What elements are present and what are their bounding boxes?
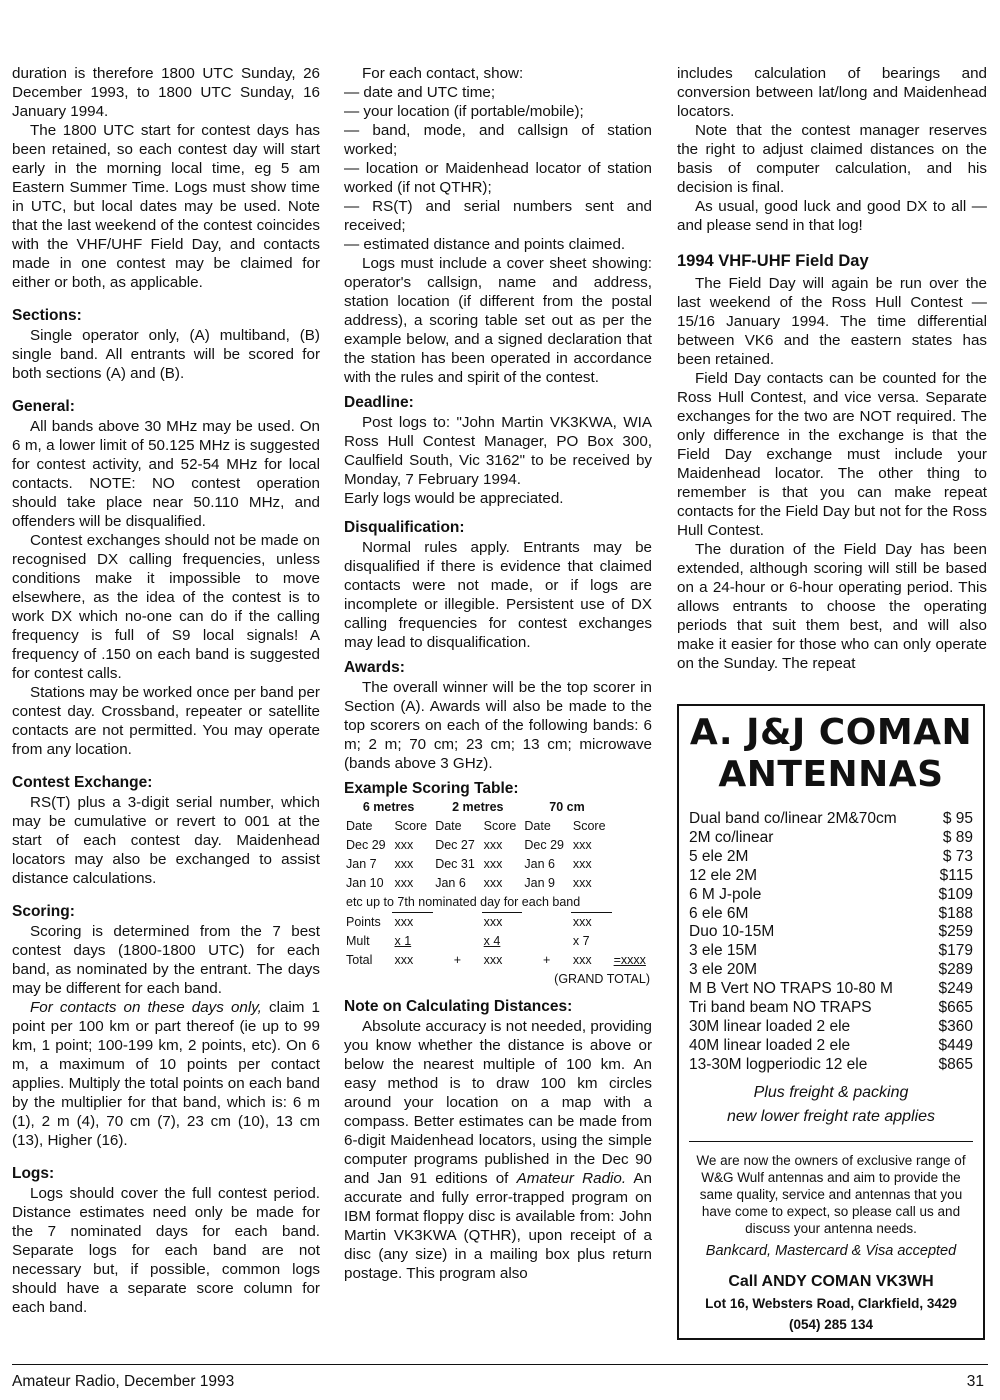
price-row xyxy=(689,999,973,1018)
table-row xyxy=(344,836,652,855)
row-label: Mult xyxy=(346,934,370,948)
phone-line: (054) 285 134 xyxy=(788,1316,874,1332)
table-cell: x 7 xyxy=(572,934,590,948)
table-cell: xxx xyxy=(483,876,503,890)
table-cell: xxx xyxy=(483,838,503,852)
paragraph: Early logs would be appreciated. xyxy=(344,490,564,507)
list-item: — band, mode, and callsign of station worked; xyxy=(344,122,652,158)
product-price: $865 xyxy=(938,1055,973,1073)
heading-example-scoring-table: Example Scoring Table: xyxy=(344,780,519,797)
band-header: 2 metres xyxy=(452,800,504,814)
band-header: 6 metres xyxy=(362,800,415,814)
product-name: 6 ele 6M xyxy=(689,904,749,922)
product-price: $449 xyxy=(938,1036,973,1054)
paragraph: includes calculation of bearings and conversion between lat/long and Maidenhead locators. xyxy=(677,65,987,120)
owners-note: We are now the owners of exclusive range of W&G Wulf antennas and aim to provide the same quality, service and antennas that you have come to expect, so please call us and discuss your antenna needs. xyxy=(689,1141,973,1237)
price-row xyxy=(689,1056,973,1075)
price-row xyxy=(689,867,973,886)
paragraph: The 1800 UTC start for contest days has been retained, so each contest day will start early in the morning local time, eg 5 am Eastern Summer Time. Logs must show time in UTC, but local dates may be used. Note that the last weekend of the contest coincides with the VHF/UHF Field Day, and contacts made in one contest may be claimed for either or both, as applicable. xyxy=(12,122,320,291)
table-cell: xxx xyxy=(394,857,414,871)
table-cell: xxx xyxy=(572,876,592,890)
freight-note: new lower freight rate applies xyxy=(726,1107,936,1125)
product-price: $289 xyxy=(938,961,973,979)
product-name: Duo 10-15M xyxy=(689,923,775,941)
table-cell: xxx xyxy=(482,913,523,933)
paragraph: Logs must include a cover sheet showing: operator's callsign, name and address, station location (if different from the postal address), a scoring table set out as per the example below, and a signed declaration that the station has been operated in accordance with the rules and spirit of the contest. xyxy=(344,255,652,386)
heading-scoring: Scoring: xyxy=(12,903,75,920)
product-price: $ 89 xyxy=(942,828,973,846)
product-name: 3 ele 20M xyxy=(689,961,758,979)
paragraph-text: An accurate and fully error-trapped program on IBM format floppy disc is available from: John Martin VK3KWA (QTHR), upon receipt of a disc (any size) in a mailing box plus return postage. This program also xyxy=(344,1170,652,1282)
heading-awards: Awards: xyxy=(344,659,405,676)
product-price: $360 xyxy=(938,1017,973,1035)
list-item: — location or Maidenhead locator of station worked (if not QTHR); xyxy=(344,160,652,196)
table-cell: =xxxx xyxy=(613,953,646,967)
list-item: — your location (if portable/mobile); xyxy=(344,103,584,120)
heading-note-distances: Note on Calculating Distances: xyxy=(344,998,573,1015)
table-cell: Dec 27 xyxy=(435,838,475,852)
table-cell: Jan 7 xyxy=(346,857,377,871)
table-cell: Jan 9 xyxy=(524,876,555,890)
paragraph: The overall winner will be the top scorer in Section (A). Awards will also be made to the top scorers on each of the following bands: 6 m; 2 m; 70 cm; 23 cm; 13 cm; microwave (bands above 3 GHz). xyxy=(344,679,652,772)
table-cell: xxx xyxy=(483,953,503,967)
product-name: Dual band co/linear 2M&70cm xyxy=(689,810,897,827)
table-cell: xxx xyxy=(394,838,414,852)
price-row xyxy=(689,810,973,829)
column-header: Score xyxy=(572,819,606,833)
paragraph: duration is therefore 1800 UTC Sunday, 26 December 1993, to 1800 UTC Sunday, 16 January 1994. xyxy=(12,65,320,120)
column-header: Date xyxy=(346,819,373,833)
table-cell: xxx xyxy=(572,838,592,852)
list-item: — date and UTC time; xyxy=(344,84,496,101)
paragraph: As usual, good luck and good DX to all — and please send in that log! xyxy=(677,198,987,234)
product-name: 12 ele 2M xyxy=(689,866,758,884)
paragraph: Scoring is determined from the 7 best contest days (1800-1800 UTC) for each band, as nominated by the entrant. The days may be different for each band. xyxy=(12,923,320,997)
row-label: Points xyxy=(346,914,381,929)
list-item: — estimated distance and points claimed. xyxy=(344,236,626,253)
price-row xyxy=(689,1018,973,1037)
table-cell: xxx xyxy=(394,953,414,967)
heading-disqualification: Disqualification: xyxy=(344,519,465,536)
paragraph: Logs should cover the full contest period. Distance estimates need only be made for the 7 nominated days for each band. Separate logs for each band are not necessary but, if possible, common logs should have a separate score column for each band. xyxy=(12,1185,320,1316)
table-cell: Dec 29 xyxy=(346,838,386,852)
heading-logs: Logs: xyxy=(12,1165,55,1182)
price-row xyxy=(689,980,973,999)
product-price: $259 xyxy=(938,923,973,941)
paragraph xyxy=(12,998,320,1150)
table-row xyxy=(344,874,652,893)
paragraph: Note that the contest manager reserves the right to adjust claimed distances on the basis of computer calculation, and his decision is final. xyxy=(677,122,987,196)
table-cell: Jan 10 xyxy=(346,876,384,890)
paragraph: Field Day contacts can be counted for the Ross Hull Contest, and vice versa. Separate exchanges for the two are NOT required. The only difference in the exchange is that the Field Day exchange must include your Maidenhead locator. The other thing to remember is that you can make repeat contacts for the Field Day but not for the Ross Hull Contest. xyxy=(677,370,987,539)
product-price: $188 xyxy=(938,904,973,922)
table-cell: Jan 6 xyxy=(435,876,466,890)
price-row xyxy=(689,961,973,980)
table-cell: Jan 6 xyxy=(524,857,555,871)
table-cell: Dec 31 xyxy=(435,857,475,871)
paragraph: Normal rules apply. Entrants may be disqualified if there is evidence that claimed contacts were not made, or if logs are incomplete or illegible. Persistent use of DX calling frequencies for contest exchanges may lead to disqualification. xyxy=(344,539,652,651)
footer-divider xyxy=(12,1364,988,1365)
product-name: 30M linear loaded 2 ele xyxy=(689,1017,851,1035)
paragraph: All bands above 30 MHz may be used. On 6 m, a lower limit of 50.125 MHz is suggested for contest activity, and 52-54 MHz for local contacts. NOTE: NO contest operation should take place near 50.110 MHz, and offenders will be disqualified. xyxy=(12,418,320,530)
product-price: $179 xyxy=(938,942,973,960)
product-price: $115 xyxy=(939,866,973,884)
list-item: — RS(T) and serial numbers sent and received; xyxy=(344,198,652,234)
paragraph: The Field Day will again be run over the last weekend of the Ross Hull Contest — 15/16 January 1994. The time differential between VK6 and the eastern states has been retained. xyxy=(677,275,987,368)
product-price: $665 xyxy=(938,999,973,1017)
table-cell: xxx xyxy=(483,857,503,871)
table-cell: x 4 xyxy=(483,934,501,948)
plus-sign: + xyxy=(542,953,551,967)
column-header: Date xyxy=(524,819,551,833)
row-label: Total xyxy=(346,953,373,967)
footer-publication: Amateur Radio, December 1993 xyxy=(12,1373,235,1390)
product-price: $249 xyxy=(938,980,973,998)
column-2 xyxy=(344,64,652,1283)
grand-total-label: (GRAND TOTAL) xyxy=(554,972,650,986)
table-row xyxy=(344,932,652,951)
table-cell: x 1 xyxy=(394,934,412,948)
cards-accepted: Bankcard, Mastercard & Visa accepted xyxy=(705,1242,957,1259)
paragraph: Contest exchanges should not be made on recognised DX calling frequencies, unless conditions make it impossible to move elsewhere, as the idea of the contest is to work DX which no-one can do if the calling frequency is full of S9 local signals! A frequency of .150 on each band is suggested for contest calls. xyxy=(12,532,320,682)
column-header: Score xyxy=(394,819,428,833)
heading-deadline: Deadline: xyxy=(344,394,414,411)
column-3 xyxy=(677,64,987,673)
price-row xyxy=(689,923,973,942)
price-row xyxy=(689,886,973,905)
table-cell: xxx xyxy=(572,953,592,967)
page-number: 31 xyxy=(966,1373,984,1390)
heading-field-day: 1994 VHF-UHF Field Day xyxy=(677,252,869,270)
table-cell: xxx xyxy=(572,857,592,871)
paragraph: Post logs to: "John Martin VK3KWA, WIA Ross Hull Contest Manager, PO Box 300, Caulfield South, Vic 3162" to be received by Monday, 7 February 1994. xyxy=(344,414,652,488)
price-row xyxy=(689,829,973,848)
heading-general: General: xyxy=(12,398,75,415)
table-cell: Dec 29 xyxy=(524,838,565,852)
table-cell: xxx xyxy=(571,913,612,933)
paragraph: Stations may be worked once per band per contest day. Crossband, repeater or satellite contacts are not permitted. You may operate from any location. xyxy=(12,684,320,758)
band-header: 70 cm xyxy=(549,800,585,814)
paragraph: Single operator only, (A) multiband, (B) single band. All entrants will be scored for both sections (A) and (B). xyxy=(12,327,320,382)
product-price: $109 xyxy=(938,885,973,903)
price-row xyxy=(689,848,973,867)
product-name: 2M co/linear xyxy=(689,828,774,846)
product-name: 13-30M logperiodic 12 ele xyxy=(689,1055,868,1073)
product-name: M B Vert NO TRAPS 10-80 M xyxy=(689,980,893,998)
table-note: etc up to 7th nominated day for each band xyxy=(346,895,581,909)
advertisement-box xyxy=(677,704,985,1340)
plus-sign: + xyxy=(453,953,462,967)
price-row xyxy=(689,942,973,961)
column-header: Date xyxy=(435,819,462,833)
example-scoring-table xyxy=(344,798,652,989)
ad-title-line2: ANTENNAS xyxy=(718,754,944,795)
table-row xyxy=(344,855,652,874)
column-header: Score xyxy=(483,819,517,833)
heading-sections: Sections: xyxy=(12,307,82,324)
product-name: 40M linear loaded 2 ele xyxy=(689,1036,851,1054)
paragraph xyxy=(344,1017,652,1283)
price-list xyxy=(689,810,973,1075)
address-line: Lot 16, Websters Road, Clarkfield, 3429 xyxy=(705,1295,957,1311)
product-name: 3 ele 15M xyxy=(689,942,758,960)
paragraph-text: Absolute accuracy is not needed, providing you know whether the distance is above or below the nearest multiple of 100 km. An easy method is to draw 100 km circles around your location on a map with a compass. Better estimates can be made from 6-digit Maidenhead locators, using the simple computer programs published in the Dec 90 and Jan 91 editions of xyxy=(344,1018,652,1187)
paragraph: For each contact, show: xyxy=(362,65,524,82)
price-row xyxy=(689,905,973,924)
call-line: Call ANDY COMAN VK3WH xyxy=(728,1272,934,1290)
column-1 xyxy=(12,64,320,1317)
paragraph: The duration of the Field Day has been extended, although scoring will still be based on a 24-hour or 6-hour operating period. This allows entrants to choose the operating periods that suit them best, and will also make it easier for those who can only operate on the Sunday. The repeat xyxy=(677,541,987,672)
italic-text: Amateur Radio. xyxy=(516,1170,627,1187)
paragraph: RS(T) plus a 3-digit serial number, which may be cumulative or revert to 001 at the start of each contest day. Maidenhead locators may also be exchanged to assist distance calculations. xyxy=(12,794,320,887)
product-price: $ 95 xyxy=(942,810,973,827)
paragraph-text: claim 1 point per 100 km or part thereof (ie up to 99 km, 1 point; 100-199 km, 2 points, etc). On 6 m, a maximum of 10 points per contact applies. Multiply the total points on each band by the multiplier for that band, which is: 6 m (1), 2 m (4), 70 cm (7), 23 cm (10), 13 cm (13), Higher (16). xyxy=(12,999,320,1149)
product-name: Tri band beam NO TRAPS xyxy=(689,999,872,1017)
price-row xyxy=(689,1037,973,1056)
table-row xyxy=(344,913,652,933)
heading-contest-exchange: Contest Exchange: xyxy=(12,774,153,791)
product-name: 5 ele 2M xyxy=(689,847,749,865)
table-row xyxy=(344,951,652,970)
table-cell: xxx xyxy=(394,876,414,890)
freight-note: Plus freight & packing xyxy=(753,1083,909,1101)
table-cell: xxx xyxy=(392,913,433,933)
product-name: 6 M J-pole xyxy=(689,885,762,903)
ad-title-line1: A. J&J COMAN xyxy=(689,712,973,753)
product-price: $ 73 xyxy=(942,847,973,865)
italic-text: For contacts on these days only, xyxy=(30,999,262,1016)
